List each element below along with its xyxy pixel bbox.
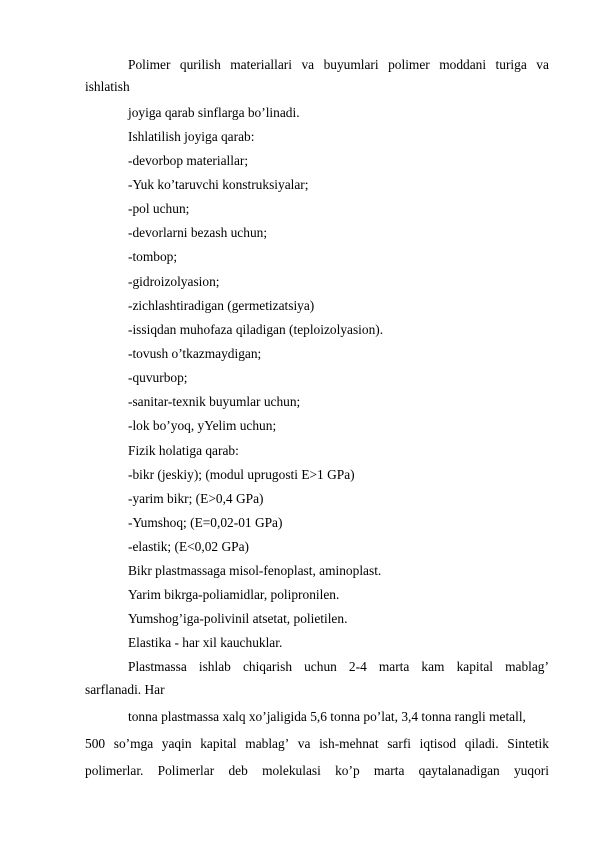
word: turiga bbox=[495, 57, 527, 72]
word: kapital bbox=[456, 659, 494, 674]
word: va bbox=[297, 736, 311, 751]
word: marta bbox=[373, 763, 405, 778]
paragraph1-line2: ishlatish bbox=[85, 79, 130, 94]
usage-list-item: -devorbop materiallar; bbox=[128, 153, 249, 168]
paragraph2-line1 bbox=[128, 659, 549, 675]
word: sarfi bbox=[387, 736, 412, 751]
word: qaytalanadigan bbox=[418, 763, 500, 778]
example-line: Yarim bikrga-poliamidlar, polipronilen. bbox=[128, 587, 340, 602]
word: chiqarish bbox=[242, 659, 293, 674]
word: kapital bbox=[200, 736, 237, 751]
paragraph1-line1 bbox=[128, 57, 549, 73]
usage-heading: Ishlatilish joyiga qarab: bbox=[128, 129, 255, 144]
word: marta bbox=[378, 659, 410, 674]
word: 2-4 bbox=[348, 659, 367, 674]
paragraph2-line3: tonna plastmassa xalq xo’jaligida 5,6 tonna po’lat, 3,4 tonna rangli metall, bbox=[128, 709, 526, 724]
word: moddani bbox=[439, 57, 487, 72]
word: ish-mehnat bbox=[319, 736, 379, 751]
word: yuqori bbox=[513, 763, 549, 778]
word: Polimer bbox=[128, 57, 171, 72]
word: buyumlari bbox=[323, 57, 379, 72]
usage-list-item: -lok bo’yoq, yYelim uchun; bbox=[128, 418, 277, 434]
usage-list-item: -gidroizolyasion; bbox=[128, 273, 220, 289]
paragraph2-line5 bbox=[85, 763, 549, 779]
physical-list-item: -Yumshoq; (E=0,02-01 GPa) bbox=[128, 515, 283, 530]
word: materiallari bbox=[230, 57, 292, 72]
example-line: Elastika - har xil kauchuklar. bbox=[128, 635, 283, 650]
word: iqtisod bbox=[419, 736, 457, 751]
usage-list-item: -devorlarni bezash uchun; bbox=[128, 225, 268, 241]
usage-list-item: -pol uchun; bbox=[128, 201, 190, 217]
paragraph2-line2: sarflanadi. Har bbox=[85, 682, 165, 697]
usage-list-item: -zichlashtiradigan (germetizatsiya) bbox=[128, 297, 315, 313]
usage-list-item: -tombop; bbox=[128, 249, 178, 265]
word: va bbox=[301, 57, 315, 72]
word: mablag’ bbox=[505, 659, 549, 674]
usage-list-item: -quvurbop; bbox=[128, 369, 188, 385]
physical-list-item: -elastik; (E<0,02 GPa) bbox=[128, 539, 249, 554]
paragraph1-line3: joyiga qarab sinflarga bo’linadi. bbox=[128, 105, 300, 120]
word: uchun bbox=[304, 659, 337, 674]
word: ishlab bbox=[198, 659, 231, 674]
word: Polimerlar bbox=[157, 763, 215, 778]
word: qurilish bbox=[179, 57, 221, 72]
physical-list-item: -yarim bikr; (E>0,4 GPa) bbox=[128, 491, 264, 506]
physical-list-item: -bikr (jeskiy); (modul uprugosti E>1 GPa) bbox=[128, 467, 355, 482]
word: 500 bbox=[85, 736, 106, 751]
word: deb bbox=[228, 763, 248, 778]
word: Plastmassa bbox=[128, 659, 187, 674]
example-line: Yumshog’iga-polivinil atsetat, polietilen. bbox=[128, 611, 348, 626]
word: ko’p bbox=[335, 763, 360, 778]
example-line: Bikr plastmassaga misol-fenoplast, aminoplast. bbox=[128, 563, 382, 578]
word: so’mga bbox=[113, 736, 154, 751]
usage-list-item: -issiqdan muhofaza qiladigan (teploizolyasion). bbox=[128, 321, 384, 337]
paragraph2-line4 bbox=[85, 736, 549, 752]
usage-list-item: -Yuk ko’taruvchi konstruksiyalar; bbox=[128, 177, 309, 193]
word: mablag’ bbox=[245, 736, 290, 751]
word: polimerlar. bbox=[85, 763, 144, 778]
usage-list-item: -sanitar-texnik buyumlar uchun; bbox=[128, 394, 301, 409]
word: polimer bbox=[388, 57, 430, 72]
word: kam bbox=[421, 659, 445, 674]
word: yaqin bbox=[161, 736, 192, 751]
physical-heading: Fizik holatiga qarab: bbox=[128, 443, 239, 458]
word: molekulasi bbox=[262, 763, 321, 778]
word: Sintetik bbox=[507, 736, 549, 751]
word: va bbox=[536, 57, 549, 72]
word: qiladi. bbox=[464, 736, 499, 751]
usage-list-item: -tovush o’tkazmaydigan; bbox=[128, 345, 262, 361]
